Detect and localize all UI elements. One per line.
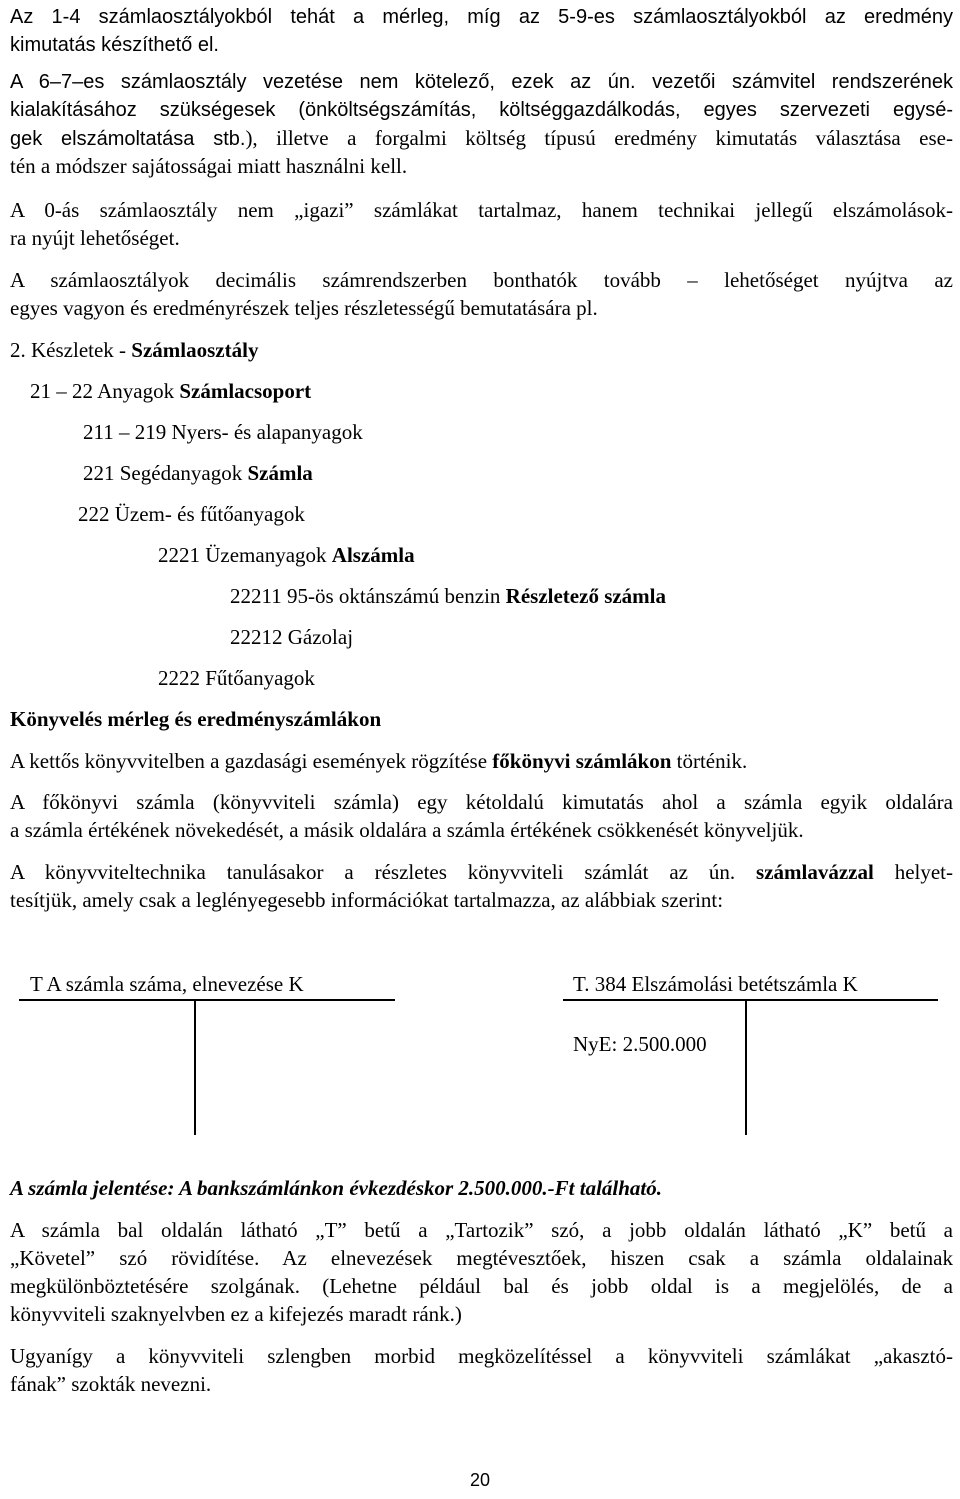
paragraph-term: számlavázzal <box>756 860 874 884</box>
paragraph-line: ra nyújt lehetőséget. <box>10 226 180 250</box>
paragraph-line <box>10 124 953 153</box>
paragraph-line: tesítjük, amely csak a leglényegesebb információkat tartalmazza, az alábbiak szerint: <box>10 888 724 912</box>
hierarchy-account <box>83 459 313 487</box>
hierarchy-account: 211 – 219 Nyers- és alapanyagok <box>83 420 363 444</box>
paragraph-line: tén a módszer sajátosságai miatt használni kell. <box>10 154 408 178</box>
t-account-vertical-line <box>194 999 196 1135</box>
t-account-vertical-line <box>745 999 747 1135</box>
hierarchy-account: 222 Üzem- és fűtőanyagok <box>78 502 305 526</box>
paragraph-line: A számlaosztályok decimális számrendszerben bonthatók tovább – lehetőséget nyújtva az <box>10 268 953 292</box>
hierarchy-class <box>10 336 258 364</box>
hierarchy-text: 2. Készletek - <box>10 338 132 362</box>
paragraph-line <box>10 858 953 886</box>
paragraph-fragment: történik. <box>671 749 748 773</box>
paragraph-line: „Követel” szó rövidítése. Az elnevezések megtévesztőek, hiszen csak a számla oldalainak <box>10 1246 953 1270</box>
section-title: Könyvelés mérleg és eredményszámlákon <box>10 707 382 731</box>
t-account-horizontal-line <box>19 999 395 1001</box>
paragraph-line: kialakításához szükségesek (önköltségszámítás, költséggazdálkodás, egyes szervezeti egysé- <box>10 99 953 121</box>
paragraph-line: fának” szokták nevezni. <box>10 1372 212 1396</box>
hierarchy-detail <box>230 582 666 610</box>
t-account-header: T. 384 Elszámolási betétszámla K <box>573 972 858 996</box>
hierarchy-text: 21 – 22 Anyagok <box>30 379 180 403</box>
paragraph-fragment: gek elszámoltatása stb. <box>10 128 246 150</box>
hierarchy-term: Számla <box>247 461 313 485</box>
paragraph-line: Ugyanígy a könyvviteli szlengben morbid megközelítéssel a könyvviteli számlákat „akasztó- <box>10 1344 953 1368</box>
paragraph-fragment: helyet- <box>873 860 953 884</box>
hierarchy-term: Számlacsoport <box>179 379 312 403</box>
paragraph-line <box>10 747 747 775</box>
t-account-horizontal-line <box>563 999 938 1001</box>
paragraph-fragment: ), illetve a forgalmi költség típusú eredmény kimutatás választása ese- <box>245 126 953 150</box>
paragraph-line: A 6–7–es számlaosztály vezetése nem kötelező, ezek az ún. vezetői számvitel rendszerének <box>10 71 953 93</box>
hierarchy-text: 2221 Üzemanyagok <box>158 543 332 567</box>
hierarchy-term: Alszámla <box>331 543 415 567</box>
paragraph-line: A főkönyvi számla (könyvviteli számla) egy kétoldalú kimutatás ahol a számla egyik oldalára <box>10 790 953 814</box>
paragraph-line: A 0-ás számlaosztály nem „igazi” számlákat tartalmaz, hanem technikai jellegű elszámolások- <box>10 198 953 222</box>
paragraph-fragment: A kettős könyvvitelben a gazdasági események rögzítése <box>10 749 493 773</box>
paragraph-line: könyvviteli szaknyelvben ez a kifejezés maradt ránk.) <box>10 1302 462 1326</box>
account-meaning: A számla jelentése: A bankszámlánkon évkezdéskor 2.500.000.-Ft található. <box>10 1176 663 1200</box>
hierarchy-subaccount <box>158 541 415 569</box>
page-number: 20 <box>470 1470 491 1490</box>
hierarchy-text: 22211 95-ös oktánszámú benzin <box>230 584 506 608</box>
paragraph-line: megkülönböztetésére szolgának. (Lehetne például bal és jobb oldal is a megjelölés, de a <box>10 1274 953 1298</box>
hierarchy-group <box>30 377 311 405</box>
hierarchy-text: 221 Segédanyagok <box>83 461 248 485</box>
hierarchy-term: Számlaosztály <box>131 338 259 362</box>
hierarchy-subaccount: 2222 Fűtőanyagok <box>158 666 315 690</box>
paragraph-line: A számla bal oldalán látható „T” betű a „Tartozik” szó, a jobb oldalán látható „K” betű a <box>10 1218 953 1242</box>
hierarchy-detail: 22212 Gázolaj <box>230 625 354 649</box>
paragraph-line: a számla értékének növekedését, a másik oldalára a számla értékének csökkenését könyveljük. <box>10 818 804 842</box>
paragraph-term: főkönyvi számlákon <box>492 749 672 773</box>
paragraph-line: egyes vagyon és eredményrészek teljes részletességű bemutatására pl. <box>10 296 598 320</box>
t-account-header: T A számla száma, elnevezése K <box>30 972 304 996</box>
paragraph-line: Az 1-4 számlaosztályokból tehát a mérleg, míg az 5-9-es számlaosztályokból az eredmény <box>10 6 953 28</box>
paragraph-line: kimutatás készíthető el. <box>10 34 219 56</box>
hierarchy-term: Részletező számla <box>505 584 667 608</box>
t-account-entry: NyE: 2.500.000 <box>573 1032 707 1056</box>
paragraph-fragment: A könyvviteltechnika tanulásakor a részletes könyvviteli számlát az ún. <box>10 860 757 884</box>
